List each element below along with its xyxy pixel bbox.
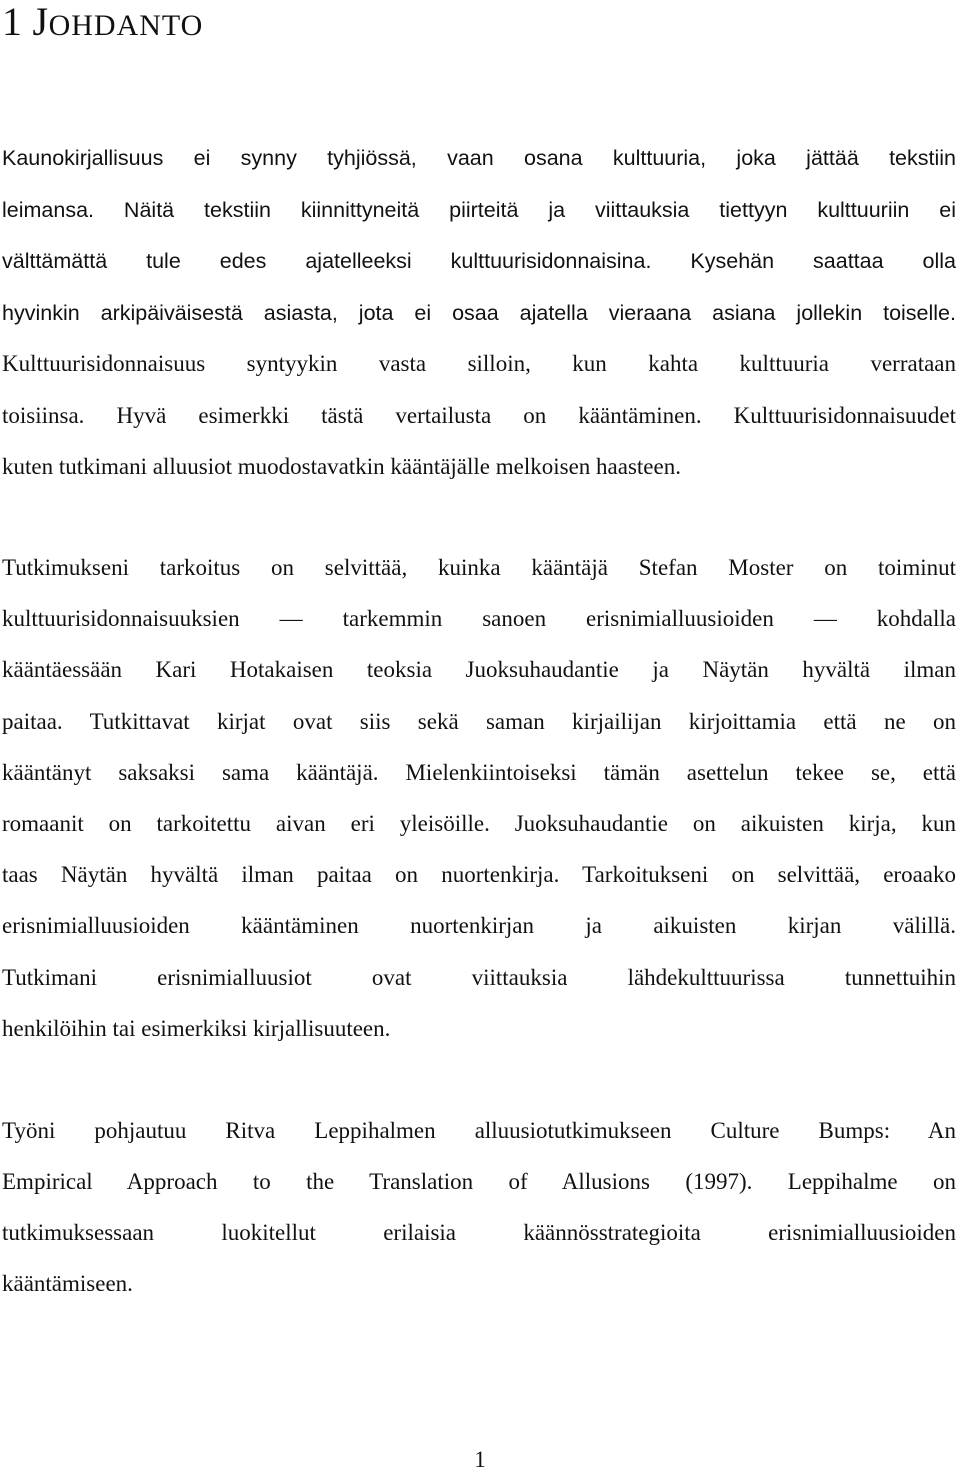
paragraph-line: erisnimialluusioiden kääntäminen nuortenkirjan ja aikuisten kirjan välillä.: [2, 913, 956, 939]
paragraph-line: kääntänyt saksaksi sama kääntäjä. Mielenkiintoiseksi tämän asettelun tekee se, että: [2, 759, 956, 785]
paragraph-theoretical-basis: [2, 1113, 956, 1317]
paragraph-line: tutkimuksessaan luokitellut erilaisia käännösstrategioita erisnimialluusioiden: [2, 1220, 956, 1245]
chapter-heading: [2, 0, 203, 48]
chapter-title-rest: OHDANTO: [48, 9, 204, 42]
paragraph-line: kääntäessään Kari Hotakaisen teoksia Juoksuhaudantie ja Näytän hyvältä ilman: [2, 657, 956, 683]
paragraph-line: kulttuurisidonnaisuuksien — tarkemmin sanoen erisnimialluusioiden — kohdalla: [2, 606, 956, 632]
paragraph-line: toisiinsa. Hyvä esimerkki tästä vertailusta on kääntäminen. Kulttuurisidonnaisuudet: [2, 402, 956, 428]
paragraph-line-segment: välttämättä tule edes ajatelleeksi kulttuurisidonnaisina. Kysehän saattaa olla: [2, 249, 956, 273]
paragraph-line: romaanit on tarkoitettu aivan eri yleisöille. Juoksuhaudantie on aikuisten kirja, kun: [2, 810, 956, 836]
paragraph-line: Kaunokirjallisuus ei synny tyhjiössä, vaan osana kulttuuria, joka jättää tekstiin: [2, 146, 956, 170]
paragraph-line-segment: hyvinkin arkipäiväisestä asiasta, jota ei osaa ajatella vieraana asiana jollekin toiselle.: [2, 300, 956, 325]
page-number: 1: [474, 1447, 486, 1472]
paragraph-line: [2, 295, 956, 347]
paragraph-line: taas Näytän hyvältä ilman paitaa on nuortenkirja. Tarkoitukseni on selvittää, eroaako: [2, 862, 956, 888]
paragraph-line: kuten tutkimani alluusiot muodostavatkin kääntäjälle melkoisen haasteen.: [2, 454, 681, 479]
paragraph-line: paitaa. Tutkittavat kirjat ovat siis sekä saman kirjailijan kirjoittamia että ne on: [2, 708, 956, 734]
chapter-number: 1: [2, 0, 23, 44]
paragraph-line-segment: leimansa. Näitä tekstiin kiinnittyneitä piirteitä ja viittauksia tiettyyn kulttuuriin ei: [2, 197, 956, 222]
paragraph-line: [2, 243, 956, 295]
paragraph-line: Tutkimukseni tarkoitus on selvittää, kuinka kääntäjä Stefan Moster on toiminut: [2, 555, 956, 580]
paragraph-line: Työni pohjautuu Ritva Leppihalmen alluusiotutkimukseen Culture Bumps: An: [2, 1118, 956, 1143]
paragraph-line: kääntämiseen.: [2, 1271, 133, 1296]
paragraph-line: [2, 192, 956, 244]
paragraph-line: Kulttuurisidonnaisuus syntyykin vasta silloin, kun kahta kulttuuria verrataan: [2, 351, 956, 376]
paragraph-line: Empirical Approach to the Translation of Allusions (1997). Leppihalme on: [2, 1169, 956, 1194]
chapter-title-initial: J: [32, 0, 49, 44]
paragraph-introduction: [2, 140, 956, 501]
paragraph-line: Tutkimani erisnimialluusiot ovat viittauksia lähdekulttuurissa tunnettuihin: [2, 964, 956, 990]
paragraph-research-aim: [2, 550, 956, 1062]
paragraph-line: henkilöihin tai esimerkiksi kirjallisuuteen.: [2, 1015, 391, 1041]
